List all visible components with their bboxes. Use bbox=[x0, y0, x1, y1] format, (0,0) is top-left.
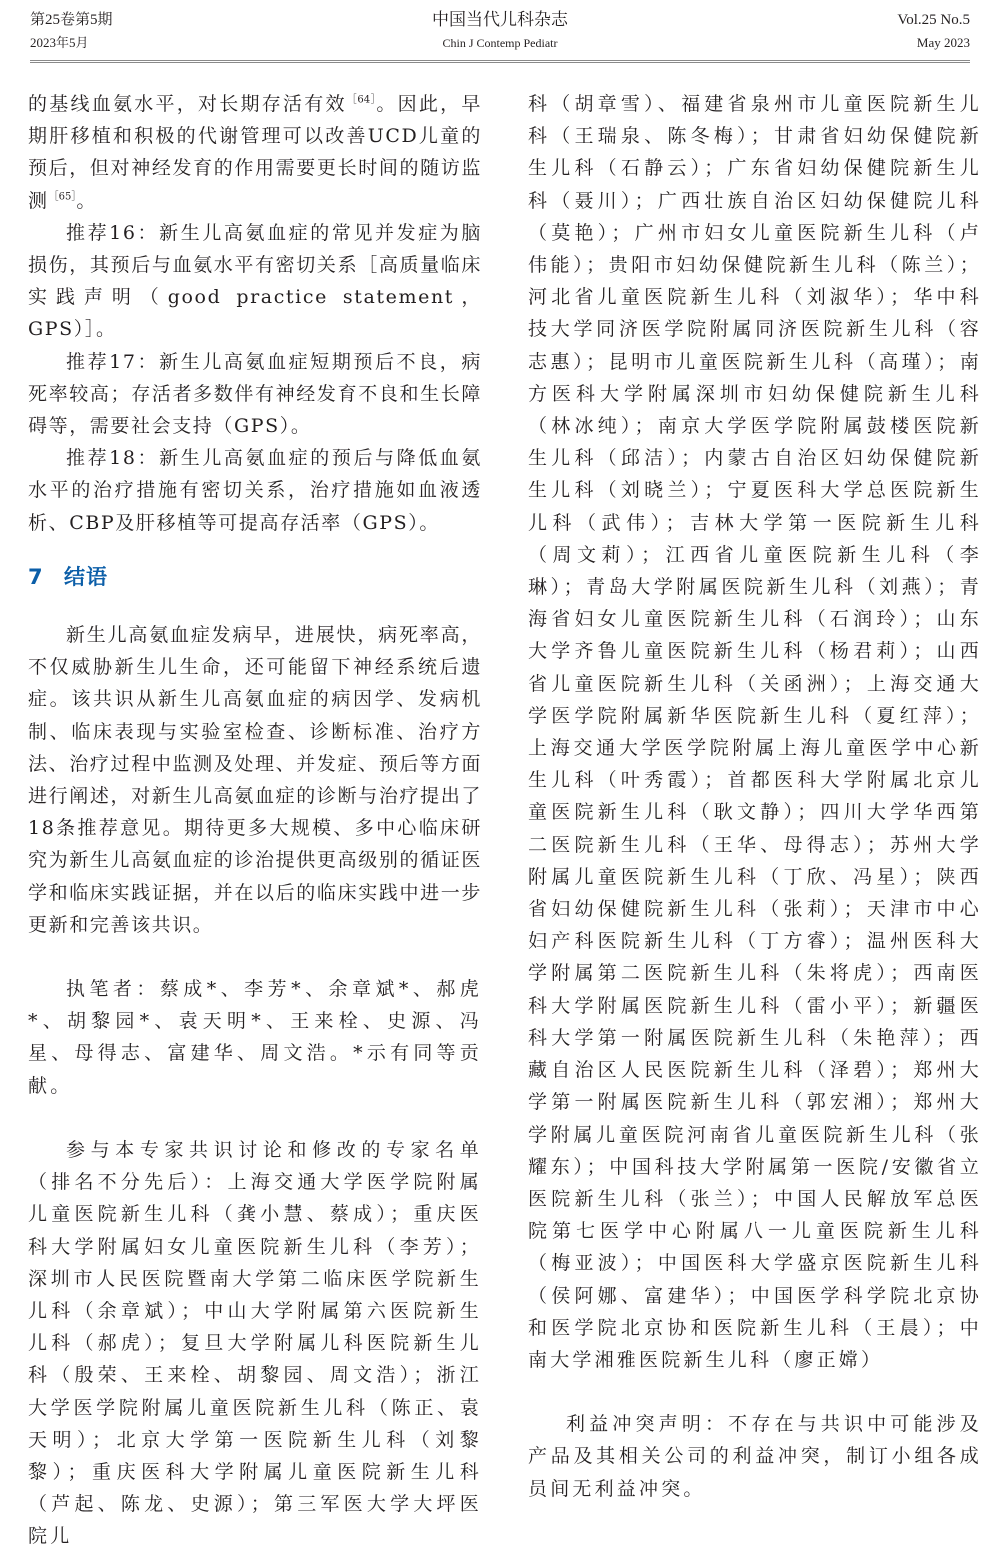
expert-list-continued: 科（胡章雪）、福建省泉州市儿童医院新生儿科（王瑞泉、陈冬梅）；甘肃省妇幼保健院新生儿科（石静云）；广东省妇幼保健院新生儿科（聂川）；广西壮族自治区妇幼保健院儿科（莫艳）；广州市妇女儿童医院新生儿科（卢伟能）；贵阳市妇幼保健院新生儿科（陈兰）；河北省儿童医院新生儿科（刘淑华）；华中科技大学同济医学院附属同济医院新生儿科（容志惠）；昆明市儿童医院新生儿科（高瑾）；南方医科大学附属深圳市妇幼保健院新生儿科（林冰纯）；南京大学医学院附属鼓楼医院新生儿科（邱洁）；内蒙古自治区妇幼保健院新生儿科（刘晓兰）；宁夏医科大学总医院新生儿科（武伟）；吉林大学第一医院新生儿科（周文莉）；江西省儿童医院新生儿科（李琳）；青岛大学附属医院新生儿科（刘燕）；青海省妇女儿童医院新生儿科（石润玲）；山东大学齐鲁儿童医院新生儿科（杨君莉）；山西省儿童医院新生儿科（关函洲）；上海交通大学医学院附属新华医院新生儿科（夏红萍）；上海交通大学医学院附属上海儿童医学中心新生儿科（叶秀霞）；首都医科大学附属北京儿童医院新生儿科（耿文静）；四川大学华西第二医院新生儿科（王华、母得志）；苏州大学附属儿童医院新生儿科（丁欣、冯星）；陕西省妇幼保健院新生儿科（张莉）；天津市中心妇产科医院新生儿科（丁方睿）；温州医科大学附属第二医院新生儿科（朱将虎）；西南医科大学附属医院新生儿科（雷小平）；新疆医科大学第一附属医院新生儿科（朱艳萍）；西藏自治区人民医院新生儿科（泽碧）；郑州大学第一附属医院新生儿科（郭宏湘）；郑州大学附属儿童医院河南省儿童医院新生儿科（张耀东）；中国科技大学附属第一医院/安徽省立医院新生儿科（张兰）；中国人民解放军总医院第七医学中心附属八一儿童医院新生儿科（梅亚波）；中国医科大学盛京医院新生儿科（侯阿娜、富建华）；中国医学科学院北京协和医学院北京协和医院新生儿科（王晨）；中南大学湘雅医院新生儿科（廖正嫦） bbox=[528, 93, 982, 1371]
journal-abbreviation: Chin J Contemp Pediatr bbox=[442, 36, 558, 50]
spacer bbox=[528, 1376, 982, 1408]
left-column bbox=[28, 88, 482, 1553]
spacer bbox=[28, 941, 482, 973]
volume-issue: 第25卷第5期 bbox=[30, 12, 113, 28]
citation-64[interactable]: ［64］ bbox=[346, 94, 377, 106]
recommendation-16: 推荐16：新生儿高氨血症的常见并发症为脑损伤，其预后与血氨水平有密切关系［高质量临床实践声明（good practice statement，GPS）］。 bbox=[28, 221, 482, 341]
section-title: 结语 bbox=[64, 564, 108, 589]
recommendation-18: 推荐18：新生儿高氨血症的预后与降低血氨水平的治疗措施有密切关系，治疗措施如血液透析、CBP及肝移植等可提高存活率（GPS）。 bbox=[28, 447, 482, 534]
citation-65[interactable]: ［65］ bbox=[48, 191, 77, 203]
expert-list: 参与本专家共识讨论和修改的专家名单（排名不分先后）：上海交通大学医学院附属儿童医院新生儿科（龚小慧、蔡成）；重庆医科大学附属妇女儿童医院新生儿科（李芳）；深圳市人民医院暨南大学第二临床医学院新生儿科（余章斌）；中山大学附属第六医院新生儿科（郝虎）；复旦大学附属儿科医院新生儿科（殷荣、王来栓、胡黎园、周文浩）；浙江大学医学院附属儿童医院新生儿科（陈正、袁天明）；北京大学第一医院新生儿科（刘黎黎）；重庆医科大学附属儿童医院新生儿科（芦起、陈龙、史源）；第三军医大学大坪医院儿 bbox=[28, 1138, 482, 1548]
header-center bbox=[30, 8, 970, 54]
right-column bbox=[528, 88, 982, 1505]
section-number: 7 bbox=[28, 564, 44, 589]
header-right bbox=[897, 8, 970, 54]
continued-paragraph: 的基线血氨水平，对长期存活有效$^{[64]}$。因此，早期肝移植和积极的代谢管理可以改善UCD儿童的预后，但对神经发育的作用需要更长时间的随访监测$^{[65]}$。 bbox=[28, 93, 482, 212]
section-heading bbox=[28, 561, 482, 593]
journal-title: 中国当代儿科杂志 bbox=[432, 10, 568, 29]
issue-date-en: May 2023 bbox=[916, 35, 970, 50]
volume-issue-en: Vol.25 No.5 bbox=[897, 12, 970, 28]
spacer bbox=[28, 1102, 482, 1134]
issue-date: 2023年5月 bbox=[30, 35, 89, 50]
recommendation-17: 推荐17：新生儿高氨血症短期预后不良，病死率较高；存活者多数伴有神经发育不良和生长障碍等，需要社会支持（GPS）。 bbox=[28, 350, 482, 438]
authors-statement: 执笔者：蔡成*、李芳*、余章斌*、郝虎*、胡黎园*、袁天明*、王来栓、史源、冯星、母得志、富建华、周文浩。*示有同等贡献。 bbox=[28, 978, 482, 1097]
conclusion-paragraph: 新生儿高氨血症发病早，进展快，病死率高，不仅威胁新生儿生命，还可能留下神经系统后遗症。该共识从新生儿高氨血症的病因学、发病机制、临床表现与实验室检查、诊断标准、治疗方法、治疗过程中监测及处理、并发症、预后等方面进行阐述，对新生儿高氨血症的诊断与治疗提出了18条推荐意见。期待更多大规模、多中心临床研究为新生儿高氨血症的诊治提供更高级别的循证医学和临床实践证据，并在以后的临床实践中进一步更新和完善该共识。 bbox=[28, 624, 482, 936]
running-header bbox=[30, 8, 970, 63]
conflict-of-interest-statement: 利益冲突声明：不存在与共识中可能涉及产品及其相关公司的利益冲突，制订小组各成员间无利益冲突。 bbox=[528, 1413, 982, 1500]
